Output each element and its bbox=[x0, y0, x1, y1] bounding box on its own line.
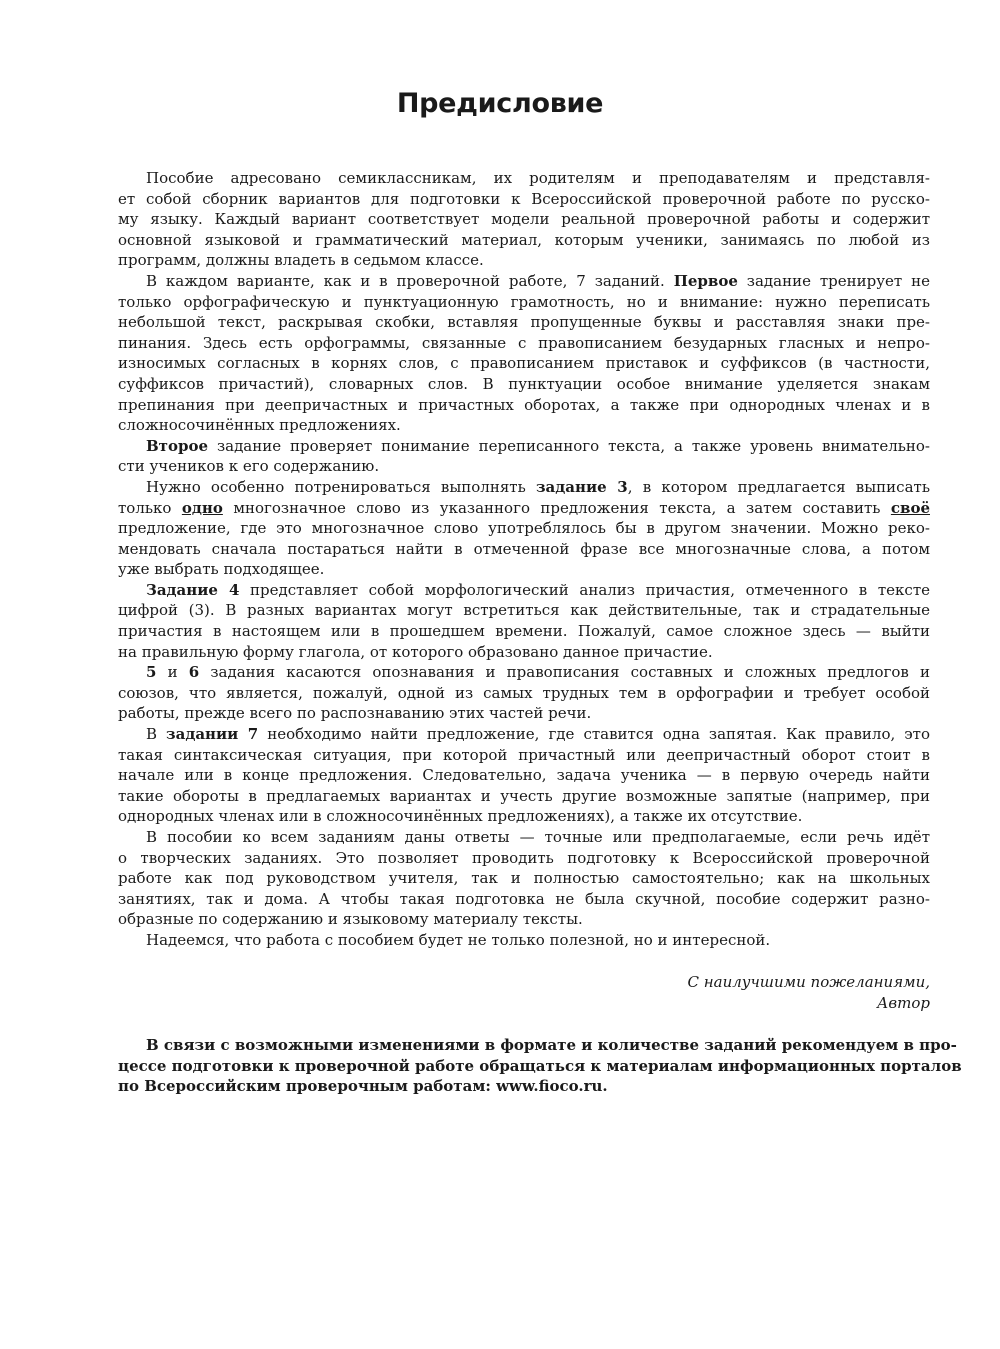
text-line bbox=[118, 786, 930, 807]
text-line bbox=[118, 436, 930, 457]
text-line bbox=[118, 189, 930, 210]
text-line bbox=[118, 230, 930, 251]
text-line bbox=[118, 683, 930, 704]
text-line bbox=[118, 580, 930, 601]
text-segment: основной языковой и грамматический материал, которым ученики, занимаясь по любой из bbox=[118, 230, 930, 249]
text-segment: В bbox=[146, 725, 167, 744]
signature-author: Автор bbox=[877, 993, 930, 1012]
text-line bbox=[118, 868, 930, 889]
emphasized-text: Задание 4 bbox=[146, 580, 240, 599]
text-segment: необходимо найти предложение, где ставится одна запятая. Как правило, это bbox=[258, 725, 931, 744]
emphasized-text: Второе bbox=[146, 436, 209, 455]
text-line bbox=[118, 477, 930, 498]
text-line bbox=[118, 333, 930, 354]
text-segment: му языку. Каждый вариант соответствует модели реальной проверочной работы и содержит bbox=[118, 210, 930, 229]
text-line bbox=[118, 168, 930, 189]
text-line bbox=[118, 456, 930, 477]
text-line bbox=[118, 559, 930, 580]
emphasized-text: своё bbox=[890, 498, 930, 517]
text-segment: многозначное слово из указанного предложения текста, а затем составить bbox=[222, 498, 891, 517]
page-title: Предисловие bbox=[396, 88, 604, 119]
text-line bbox=[118, 498, 930, 519]
text-line bbox=[118, 395, 930, 416]
text-line bbox=[118, 930, 930, 951]
text-line bbox=[118, 1035, 957, 1056]
text-line bbox=[118, 518, 930, 539]
text-line bbox=[118, 1056, 962, 1077]
text-segment: только bbox=[118, 498, 182, 517]
text-segment: Надеемся, что работа с пособием будет не только полезной, но и интересной. bbox=[146, 930, 771, 949]
text-segment: В пособии ко всем заданиям даны ответы — точные или предполагаемые, если речь идёт bbox=[146, 828, 930, 846]
text-segment: такая синтаксическая ситуация, при которой причастный или деепричастный оборот стоит в bbox=[118, 745, 930, 764]
text-line bbox=[118, 292, 930, 313]
text-line bbox=[118, 662, 930, 683]
text-segment: задание проверяет понимание переписанного текста, а также уровень внимательно- bbox=[208, 436, 930, 455]
emphasized-text: Первое bbox=[673, 271, 738, 290]
text-line bbox=[118, 848, 930, 869]
text-segment: цифрой (3). В разных вариантах могут встретиться как действительные, так и страдательные bbox=[118, 601, 930, 620]
text-segment: суффиксов причастий), словарных слов. В пунктуации особое внимание уделяется знакам bbox=[118, 374, 930, 393]
emphasized-text: одно bbox=[181, 498, 223, 517]
text-segment: о творческих заданиях. Это позволяет проводить подготовку к Всероссийской проверочной bbox=[118, 848, 930, 867]
signature-greeting: С наилучшими пожеланиями, bbox=[687, 973, 930, 991]
text-segment: сложносочинённых предложениях. bbox=[118, 416, 401, 435]
text-segment: мендовать сначала постараться найти в отмеченной фразе все многозначные слова, а потом bbox=[118, 539, 930, 558]
signature bbox=[118, 972, 930, 1013]
text-segment: по Всероссийским проверочным работам: www.fioco.ru. bbox=[118, 1077, 608, 1096]
text-segment: ет собой сборник вариантов для подготовки к Всероссийской проверочной работе по русско- bbox=[118, 189, 930, 208]
text-segment: Пособие адресовано семиклассникам, их родителям и преподавателям и представля- bbox=[146, 169, 930, 187]
text-segment: сти учеников к его содержанию. bbox=[118, 457, 380, 476]
text-segment: задание тренирует не bbox=[737, 271, 930, 290]
text-segment: В каждом варианте, как и в проверочной работе, 7 заданий. bbox=[146, 271, 674, 290]
text-segment: пинания. Здесь есть орфограммы, связанные с правописанием безударных гласных и непро- bbox=[118, 333, 930, 352]
text-segment: цессе подготовки к проверочной работе обращаться к материалам информационных порталов bbox=[118, 1056, 962, 1075]
text-line bbox=[118, 209, 930, 230]
text-line bbox=[118, 806, 930, 827]
text-segment: начале или в конце предложения. Следовательно, задача ученика — в первую очередь найти bbox=[118, 766, 930, 785]
emphasized-text: 5 bbox=[146, 663, 157, 682]
text-segment: , в котором предлагается выписать bbox=[627, 477, 930, 496]
text-segment: задания касаются опознавания и правописания составных и сложных предлогов и bbox=[199, 663, 930, 682]
text-line bbox=[118, 621, 930, 642]
text-segment: занятиях, так и дома. А чтобы такая подготовка не была скучной, пособие содержит разно- bbox=[118, 889, 930, 908]
text-line bbox=[118, 539, 930, 560]
text-line bbox=[118, 353, 930, 374]
text-line bbox=[118, 312, 930, 333]
text-segment: такие обороты в предлагаемых вариантах и учесть другие возможные запятые (например, при bbox=[118, 786, 930, 805]
text-segment: на правильную форму глагола, от которого образовано данное причастие. bbox=[118, 642, 713, 661]
preface-body bbox=[118, 168, 930, 951]
text-segment: В связи с возможными изменениями в формате и количестве заданий рекомендуем в про- bbox=[146, 1036, 957, 1054]
text-segment: программ, должны владеть в седьмом классе. bbox=[118, 251, 484, 270]
text-line bbox=[118, 600, 930, 621]
text-line bbox=[118, 415, 930, 436]
text-segment: износимых согласных в корнях слов, с правописанием приставок и суффиксов (в частности, bbox=[118, 354, 930, 373]
text-segment: только орфографическую и пунктуационную грамотность, но и внимание: нужно переписать bbox=[118, 292, 930, 311]
text-line bbox=[118, 724, 930, 745]
text-line bbox=[118, 889, 930, 910]
text-segment: образные по содержанию и языковому материалу тексты. bbox=[118, 910, 583, 929]
text-segment: работе как под руководством учителя, так и полностью самостоятельно; как на школьных bbox=[118, 869, 930, 888]
text-segment: предложение, где это многозначное слово употреблялось бы в другом значении. Можно реко- bbox=[118, 519, 930, 538]
text-line bbox=[118, 909, 930, 930]
text-segment: союзов, что является, пожалуй, одной из самых трудных тем в орфографии и требует особой bbox=[118, 683, 930, 702]
text-segment: причастия в настоящем или в прошедшем времени. Пожалуй, самое сложное здесь — выйти bbox=[118, 622, 930, 641]
text-segment: однородных членах или в сложносочинённых предложениях), а также их отсутствие. bbox=[118, 807, 803, 826]
text-line bbox=[118, 250, 930, 271]
text-segment: представляет собой морфологический анализ причастия, отмеченного в тексте bbox=[239, 580, 930, 599]
emphasized-text: 6 bbox=[188, 663, 200, 682]
format-change-note bbox=[118, 1035, 962, 1097]
text-line bbox=[118, 827, 930, 848]
text-line bbox=[118, 765, 930, 786]
text-segment: препинания при деепричастных и причастных оборотах, а также при однородных членах и в bbox=[118, 395, 930, 414]
text-line bbox=[118, 745, 930, 766]
text-segment: небольшой текст, раскрывая скобки, вставляя пропущенные буквы и расставляя знаки пре- bbox=[118, 313, 930, 332]
text-line bbox=[118, 374, 930, 395]
text-segment: и bbox=[156, 663, 189, 682]
text-line bbox=[118, 703, 930, 724]
text-segment: работы, прежде всего по распознаванию этих частей речи. bbox=[118, 704, 592, 723]
text-segment: уже выбрать подходящее. bbox=[118, 560, 325, 579]
text-line bbox=[118, 271, 930, 292]
emphasized-text: задании 7 bbox=[166, 725, 259, 744]
text-line bbox=[118, 1076, 930, 1097]
text-segment: Нужно особенно потренироваться выполнять bbox=[146, 477, 536, 496]
emphasized-text: задание 3 bbox=[535, 477, 628, 496]
text-line bbox=[118, 642, 930, 663]
